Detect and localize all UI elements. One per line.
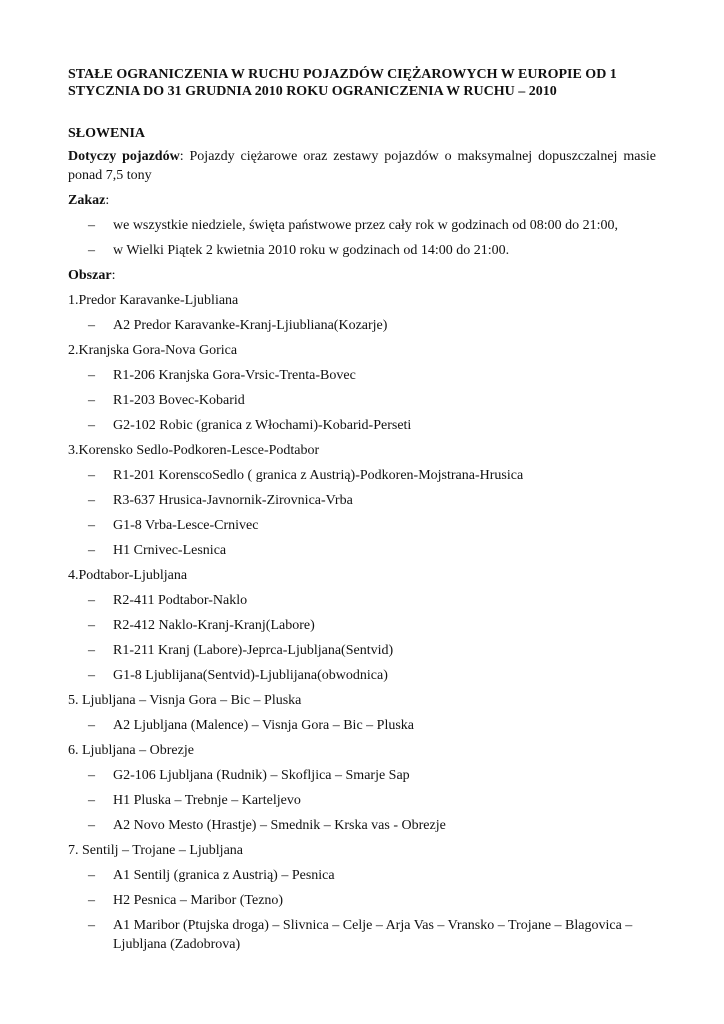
list-item bbox=[68, 816, 656, 835]
dash-bullet: – bbox=[88, 668, 95, 683]
ban-list bbox=[68, 216, 656, 260]
area-section-title: 3.Korensko Sedlo-Podkoren-Lesce-Podtabor bbox=[68, 443, 320, 458]
list-item-text: G1-8 Ljublijana(Sentvid)-Ljublijana(obwodnica) bbox=[113, 668, 388, 683]
list-item-text: A1 Maribor (Ptujska droga) – Slivnica – Celje – Arja Vas – Vransko – Trojane – Blagovica – Ljubljana (Zadobrova) bbox=[113, 918, 633, 952]
dash-bullet: – bbox=[88, 468, 95, 483]
list-item bbox=[68, 466, 656, 485]
ban-colon: : bbox=[105, 193, 110, 208]
list-item-text: w Wielki Piątek 2 kwietnia 2010 roku w godzinach od 14:00 do 21:00. bbox=[113, 243, 510, 258]
dash-bullet: – bbox=[88, 543, 95, 558]
area-section-list bbox=[68, 466, 656, 560]
list-item bbox=[68, 416, 656, 435]
dash-bullet: – bbox=[88, 593, 95, 608]
area-section-title: 7. Sentilj – Trojane – Ljubljana bbox=[68, 843, 243, 858]
list-item-text: R1-201 KorenscoSedlo ( granica z Austrią)-Podkoren-Mojstrana-Hrusica bbox=[113, 468, 524, 483]
vehicles-text: : Pojazdy ciężarowe oraz zestawy pojazdów o maksymalnej dopuszczalnej masie ponad 7,5 tony bbox=[68, 149, 657, 183]
dash-bullet: – bbox=[88, 768, 95, 783]
dash-bullet: – bbox=[88, 318, 95, 333]
list-item bbox=[68, 866, 656, 885]
dash-bullet: – bbox=[88, 818, 95, 833]
list-item-text: H1 Crnivec-Lesnica bbox=[113, 543, 227, 558]
area-heading bbox=[68, 266, 656, 285]
list-item bbox=[68, 766, 656, 785]
area-colon: : bbox=[111, 268, 116, 283]
area-section-list bbox=[68, 366, 656, 435]
list-item-text: G1-8 Vrba-Lesce-Crnivec bbox=[113, 518, 259, 533]
dash-bullet: – bbox=[88, 368, 95, 383]
dash-bullet: – bbox=[88, 218, 95, 233]
dash-bullet: – bbox=[88, 793, 95, 808]
list-item bbox=[68, 641, 656, 660]
list-item-text: H2 Pesnica – Maribor (Tezno) bbox=[113, 893, 284, 908]
area-section-list bbox=[68, 316, 656, 335]
list-item-text: G2-106 Ljubljana (Rudnik) – Skofljica – Smarje Sap bbox=[113, 768, 410, 783]
dash-bullet: – bbox=[88, 918, 95, 933]
dash-bullet: – bbox=[88, 243, 95, 258]
dash-bullet: – bbox=[88, 893, 95, 908]
dash-bullet: – bbox=[88, 718, 95, 733]
dash-bullet: – bbox=[88, 643, 95, 658]
dash-bullet: – bbox=[88, 518, 95, 533]
list-item-text: R1-206 Kranjska Gora-Vrsic-Trenta-Bovec bbox=[113, 368, 356, 383]
list-item-text: G2-102 Robic (granica z Włochami)-Kobarid-Perseti bbox=[113, 418, 412, 433]
area-section-list bbox=[68, 591, 656, 685]
list-item bbox=[68, 366, 656, 385]
list-item bbox=[68, 716, 656, 735]
list-item-text: H1 Pluska – Trebnje – Karteljevo bbox=[113, 793, 301, 808]
area-section-title: 6. Ljubljana – Obrezje bbox=[68, 743, 194, 758]
list-item bbox=[68, 591, 656, 610]
country-heading: SŁOWENIA bbox=[68, 126, 146, 141]
area-section-list bbox=[68, 716, 656, 735]
list-item-text: we wszystkie niedziele, święta państwowe przez cały rok w godzinach od 08:00 do 21:00, bbox=[113, 218, 619, 233]
list-item bbox=[68, 666, 656, 685]
list-item-text: R3-637 Hrusica-Javnornik-Zirovnica-Vrba bbox=[113, 493, 353, 508]
vehicles-paragraph bbox=[68, 147, 656, 185]
area-section-title: 2.Kranjska Gora-Nova Gorica bbox=[68, 343, 238, 358]
area-label: Obszar bbox=[68, 268, 112, 283]
list-item bbox=[68, 616, 656, 635]
list-item-text: A1 Sentilj (granica z Austrią) – Pesnica bbox=[113, 868, 335, 883]
list-item-text: R2-412 Naklo-Kranj-Kranj(Labore) bbox=[113, 618, 315, 633]
list-item bbox=[68, 216, 656, 235]
list-item-text: A2 Ljubljana (Malence) – Visnja Gora – Bic – Pluska bbox=[113, 718, 414, 733]
vehicles-label: Dotyczy pojazdów bbox=[68, 149, 180, 164]
dash-bullet: – bbox=[88, 493, 95, 508]
ban-heading bbox=[68, 191, 656, 210]
list-item-text: R1-203 Bovec-Kobarid bbox=[113, 393, 245, 408]
area-section-list bbox=[68, 866, 656, 954]
list-item bbox=[68, 516, 656, 535]
list-item-text: R1-211 Kranj (Labore)-Jeprca-Ljubljana(Sentvid) bbox=[113, 643, 394, 658]
list-item bbox=[68, 541, 656, 560]
ban-label: Zakaz bbox=[68, 193, 106, 208]
list-item bbox=[68, 891, 656, 910]
list-item bbox=[68, 391, 656, 410]
list-item-text: R2-411 Podtabor-Naklo bbox=[113, 593, 248, 608]
document-title: STAŁE OGRANICZENIA W RUCHU POJAZDÓW CIĘŻAROWYCH W EUROPIE OD 1 STYCZNIA DO 31 GRUDNIA 2010 ROKU OGRANICZENIA W RUCHU – 2010 bbox=[68, 67, 617, 99]
dash-bullet: – bbox=[88, 868, 95, 883]
list-item bbox=[68, 791, 656, 810]
area-section-title: 4.Podtabor-Ljubljana bbox=[68, 568, 188, 583]
list-item bbox=[68, 316, 656, 335]
area-section-title: 1.Predor Karavanke-Ljubliana bbox=[68, 293, 239, 308]
list-item bbox=[68, 916, 656, 954]
dash-bullet: – bbox=[88, 393, 95, 408]
dash-bullet: – bbox=[88, 418, 95, 433]
list-item-text: A2 Novo Mesto (Hrastje) – Smednik – Krska vas - Obrezje bbox=[113, 818, 446, 833]
list-item bbox=[68, 241, 656, 260]
dash-bullet: – bbox=[88, 618, 95, 633]
list-item-text: A2 Predor Karavanke-Kranj-Ljiubliana(Kozarje) bbox=[113, 318, 388, 333]
area-section-list bbox=[68, 766, 656, 835]
list-item bbox=[68, 491, 656, 510]
area-section-title: 5. Ljubljana – Visnja Gora – Bic – Pluska bbox=[68, 693, 302, 708]
